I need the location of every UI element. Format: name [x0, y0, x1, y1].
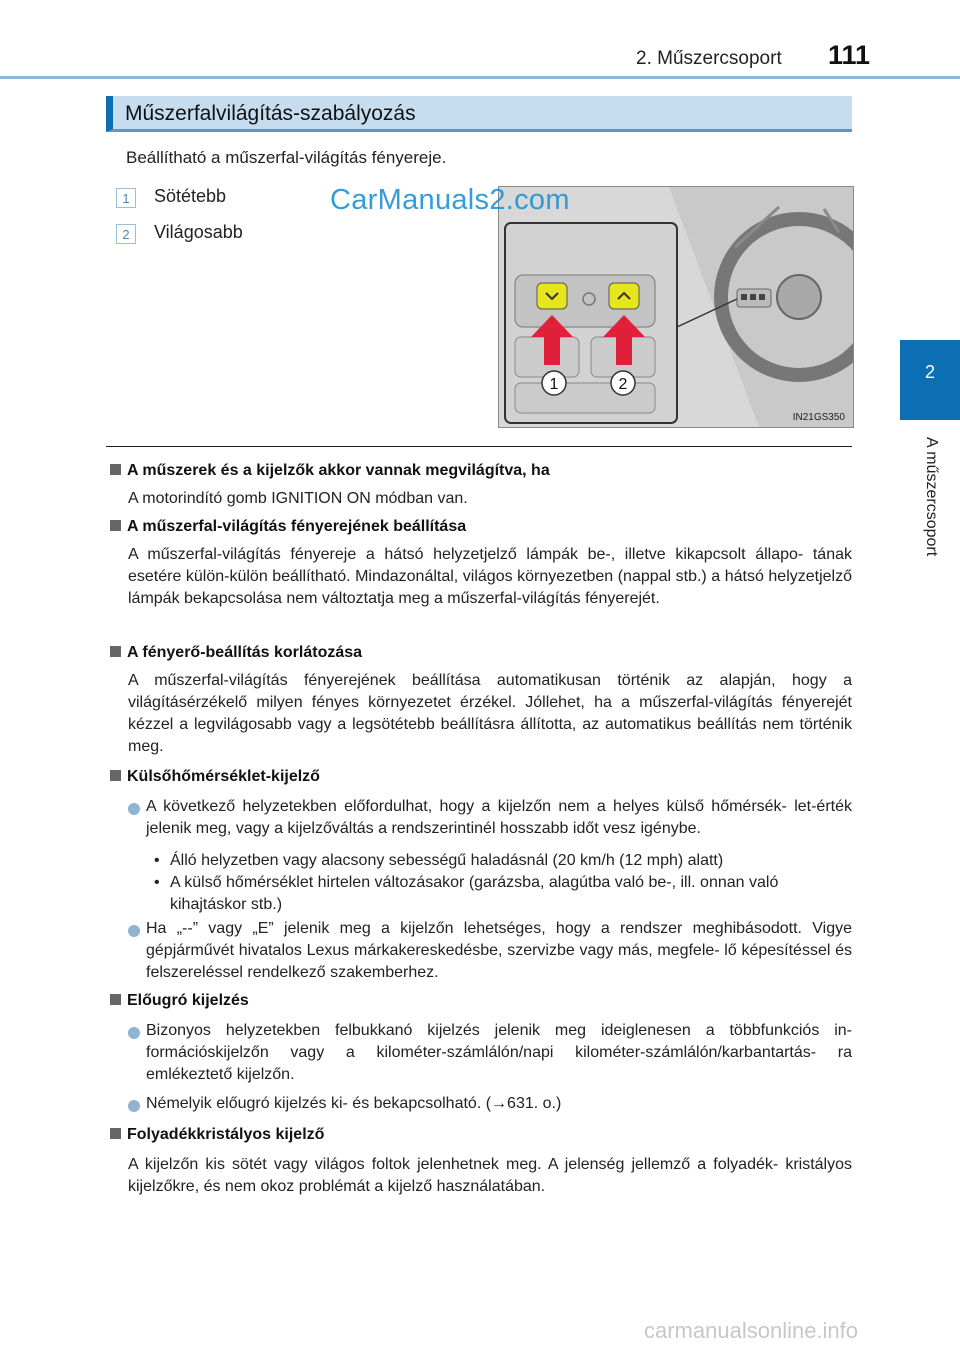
- section-title: Műszerfalvilágítás-szabályozás: [125, 102, 416, 125]
- dashboard-figure: [498, 186, 854, 428]
- chapter-label: A műszercsoport: [923, 437, 940, 557]
- square-bullet-icon: [110, 770, 121, 781]
- note-text: A műszerfal-világítás fényereje a hátsó helyzetjelző lámpák be-, illetve kikapcsolt állapo- tának esetére külön-külön beállítható. Mindazonáltal, világos környezetben (nappal stb.) a hátsó helyzetjelző lámpák bekapcsolása nem változtatja meg a műszerfal-világítás fényerejét.: [128, 546, 852, 607]
- callout-2: 2: [618, 376, 628, 393]
- footer-watermark: carmanualsonline.info: [644, 1318, 859, 1343]
- square-bullet-icon: [110, 520, 121, 531]
- note-text: A műszerfal-világítás fényerejének beállítása automatikusan történik az alapján, hogy a világításérzékelő milyen fényes környezetet érzékel. Jóllehet, ha a műszerfal-világítás fényerejét kézzel a legvilágosabb vagy a legsötétebb beállításra állította, az automatikus beállítás nem történik meg.: [128, 672, 852, 755]
- round-bullet-icon: [128, 925, 140, 937]
- chapter-number: 2: [924, 362, 935, 382]
- note-heading: A műszerek és a kijelzők akkor vannak megvilágítva, ha: [110, 462, 550, 480]
- bullet-text: Ha „--” vagy „E” jelenik meg a kijelzőn lehetséges, hogy a rendszer meghibásodott. Vigye gépjárművét hivatalos Lexus márkakereskedésbe, szervizbe vagy más, megfele- lő képesítéssel és felszereléssel rendelkező szakemberhez.: [146, 920, 852, 981]
- step-label-brighter: Világosabb: [154, 222, 243, 242]
- bullet-text: Némelyik előugró kijelzés ki- és bekapcsolható. (→631. o.): [146, 1095, 562, 1112]
- page-number: 111: [828, 40, 871, 70]
- section-divider: [106, 446, 852, 447]
- round-bullet-icon: [128, 1100, 140, 1112]
- step-number-2: 2: [116, 224, 136, 244]
- section-intro: Beállítható a műszerfal-világítás fényereje.: [126, 148, 447, 167]
- dimmer-up-button: [609, 283, 639, 309]
- square-bullet-icon: [110, 994, 121, 1005]
- figure-code: IN21GS350: [792, 412, 845, 423]
- header-rule: [0, 76, 960, 79]
- sub-bullet: • Álló helyzetben vagy alacsony sebességű haladásnál (20 km/h (12 mph) alatt): [154, 852, 724, 869]
- round-bullet-icon: [128, 803, 140, 815]
- callout-1: 1: [549, 376, 559, 393]
- note-heading: Folyadékkristályos kijelző: [110, 1126, 324, 1144]
- note-text: A motorindító gomb IGNITION ON módban van.: [128, 490, 468, 507]
- square-bullet-icon: [110, 1128, 121, 1139]
- sub-bullet: • A külső hőmérséklet hirtelen változásakor (garázsba, alagútba való be-, ill. onnan való kihajtáskor stb.): [154, 874, 779, 913]
- round-bullet-icon: [128, 1027, 140, 1039]
- note-heading: A fényerő-beállítás korlátozása: [110, 644, 362, 662]
- section-title-bar: [106, 96, 852, 132]
- site-watermark: CarManuals2.com: [330, 184, 570, 216]
- running-header-title: 2. Műszercsoport: [636, 48, 782, 69]
- dimmer-down-button: [537, 283, 567, 309]
- square-bullet-icon: [110, 464, 121, 475]
- step-number-1: 1: [116, 188, 136, 208]
- bullet-text: Bizonyos helyzetekben felbukkanó kijelzés jelenik meg ideiglenesen a többfunkciós in- formációskijelzőn vagy a kilométer-számlálón/napi kilométer-számlálón/karbantartás- ra emlékeztető kijelzőn.: [146, 1022, 852, 1083]
- bullet-text: A következő helyzetekben előfordulhat, hogy a kijelzőn nem a helyes külső hőmérsék- let-érték jelenik meg, vagy a kijelzőváltás a rendszerintinél hosszabb időt vesz igénybe.: [146, 798, 852, 837]
- note-heading: Előugró kijelzés: [110, 992, 249, 1010]
- step-label-darker: Sötétebb: [154, 186, 227, 206]
- note-heading: A műszerfal-világítás fényerejének beállítása: [110, 518, 466, 536]
- dashboard-illustration: [499, 187, 853, 427]
- note-text: A kijelzőn kis sötét vagy világos foltok jelenhetnek meg. A jelenség jellemző a folyadék- kristályos kijelzőkre, és nem okoz problémát a kijelző használatában.: [128, 1156, 852, 1195]
- note-heading: Külsőhőmérséklet-kijelző: [110, 768, 320, 786]
- square-bullet-icon: [110, 646, 121, 657]
